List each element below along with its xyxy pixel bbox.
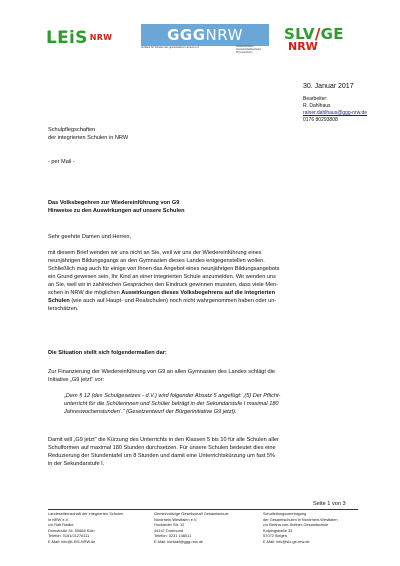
recipient-line-2: der integrierten Schulen in NRW <box>48 135 129 141</box>
footer-line: Domstraße 34, 50668 Köln <box>48 527 95 533</box>
bearbeiter-name: R. Dahlhaus <box>303 103 331 109</box>
footer-column-ggg <box>154 511 259 544</box>
footer-line: der Gesamtschulen in Nordrhein-Westfalen <box>263 516 338 522</box>
text-line: Initiative „G9 jetzt" vor: <box>48 377 105 383</box>
text-line: Zur Finanzierung der Wiedereinführung von G9 an allen Gymnasien des Landes schlägt die <box>48 369 275 375</box>
footer-line: E-Mail: kontakt@ggg-nrw.de <box>154 538 203 544</box>
text-line: an Sie, weil wir in zahlreichen Gesprächen den Eindruck gewinnen mussten, dass viele Men- <box>48 282 279 288</box>
text-line <box>48 289 356 297</box>
footer-line: Kolpingstraße 35 <box>263 527 293 533</box>
slv-logo-b: GE <box>320 25 344 43</box>
emphasis-text: Auswirkungen dieses Volksbegehrens auf die integrierten <box>121 290 276 296</box>
paragraph-financing <box>48 368 356 384</box>
salutation: Sehr geehrte Damen und Herren, <box>48 234 132 240</box>
text-line: mit diesem Brief wenden wir uns nicht an Sie, weil wir uns der Wiedereinführung eines <box>48 250 262 256</box>
footer-divider <box>48 509 358 510</box>
text-line: unterricht für die Schülerinnen und Schüler beträgt in der Sekundarstufe I maximal 180 <box>64 401 279 407</box>
text-line: Schließlich mag auch für einige von Ihnen das Angebot eines neunjährigen Bildungsangebots <box>48 266 280 272</box>
recipient-line-1: Schulpflegschaften <box>48 127 96 133</box>
footer-line: Telefon: 0151/21276111 <box>48 533 90 538</box>
ggg-logo <box>141 26 269 44</box>
slv-logo-divider: / <box>314 25 321 43</box>
text-line: terschätzen. <box>48 306 79 312</box>
footer-line: Landeselternschaft der integrierten Schulen <box>48 511 124 516</box>
footer-line: 44147 Dortmund <box>154 527 183 533</box>
footer-line: E-Mail: info@slv-ge-nrw.de <box>263 538 310 544</box>
delivery-method: - per Mail - <box>48 159 75 165</box>
footer-line: c/o Bertha-von-Suttner-Gesamtschule <box>263 522 329 527</box>
sender-info <box>303 96 367 124</box>
text-line: ein Grund gewesen sein, Ihr Kind an einer integrierten Schule anzumelden. Wir wenden uns <box>48 274 276 280</box>
sender-phone: 0176 80293808 <box>303 117 338 123</box>
recipient-address <box>48 126 128 142</box>
footer-line: Telefon: 0231 148011 <box>154 533 192 538</box>
footer-line: 57072 Siegen <box>263 533 288 538</box>
ggg-logo-subtitle: Verband für Schulen des gemeinsamen Lernens e.V. <box>141 46 200 49</box>
text-line: „Dem § 12 (des Schulgesetzes - d.V.) wird folgender Absatz 5 angefügt: ‚(5) Der Pflicht- <box>64 393 281 399</box>
ggg-logo-subtitle-2: Gesamtschulen Gemeinschaftsschulen Primusschulen <box>236 45 262 54</box>
footer-line: Gemeinnützige Gesellschaft Gesamtschule <box>154 511 229 516</box>
text-line: in der Sekundarstufe I. <box>48 461 105 467</box>
text-span: (wie auch auf Haupt- und Realschulen) noch nicht wahrgenommen haben oder un- <box>69 298 277 304</box>
footer-column-slv <box>263 511 368 544</box>
subject-line-1: Das Volksbegehren zur Wiedereinführung von G9 <box>48 200 180 206</box>
text-line: Damit will „G9 jetzt" die Kürzung des Unterrichts in den Klassen 5 bis 10 für alle Schulen aller <box>48 437 279 443</box>
text-line: neunjährigen Bildungsgangs an den Gymnasien dieses Landes entgegenstellen wollen. <box>48 258 265 264</box>
text-span: schen in NRW die möglichen <box>48 290 122 296</box>
footer-line: Nordrhein-Westfalen e.V. <box>154 516 198 522</box>
bearbeiter-label: Bearbeiter: <box>303 96 328 102</box>
footer-line: c/o Ralf Radke <box>48 522 74 527</box>
footer-column-leis <box>48 511 153 544</box>
leis-logo <box>46 28 112 48</box>
text-line: Schulformen auf maximal 180 Stunden durchsetzen. Für unsere Schulen bedeutet dies eine <box>48 445 276 451</box>
slv-logo-nrw: NRW <box>288 40 318 53</box>
paragraph-intro <box>48 249 356 313</box>
footer-line: E-Mail: info@LEiS-NRW.de <box>48 538 96 544</box>
footer-line: Schulleitungsvereinigung <box>263 511 307 516</box>
footer-line: in NRW e.V. <box>48 516 69 522</box>
ggg-logo-nrw: NRW <box>205 26 243 44</box>
text-line <box>48 297 356 305</box>
slv-logo-a: SLV <box>284 25 315 43</box>
page-number: Seite 1 von 3 <box>313 501 346 507</box>
subject-line-2: Hinweise zu den Auswirkungen auf unsere Schulen <box>48 208 185 214</box>
sender-email-link[interactable]: rainer.dahlhaus@ggg-nrw.de <box>303 110 368 116</box>
leis-logo-text: LEiS <box>46 28 88 48</box>
text-line: Reduzierung der Stundentafel um 8 Stunden und damit eine Unterrichtskürzung um fast 5% <box>48 453 275 459</box>
footer-line: Huckarder Str. 12 <box>154 522 185 527</box>
letter-date: 30. Januar 2017 <box>303 83 354 90</box>
letter-subject <box>48 199 185 215</box>
leis-logo-nrw: NRW <box>89 33 113 42</box>
text-line: Jahreswochenstunden'." (Gesetzentwurf der Bürgerinitiative G9 jetzt). <box>64 409 237 415</box>
paragraph-consequence <box>48 436 358 468</box>
section-heading: Die Situation stellt sich folgendermaßen dar: <box>48 350 167 356</box>
ggg-logo-main: GGG <box>167 26 206 44</box>
emphasis-text: Schulen <box>48 298 70 304</box>
law-quote <box>64 392 359 416</box>
